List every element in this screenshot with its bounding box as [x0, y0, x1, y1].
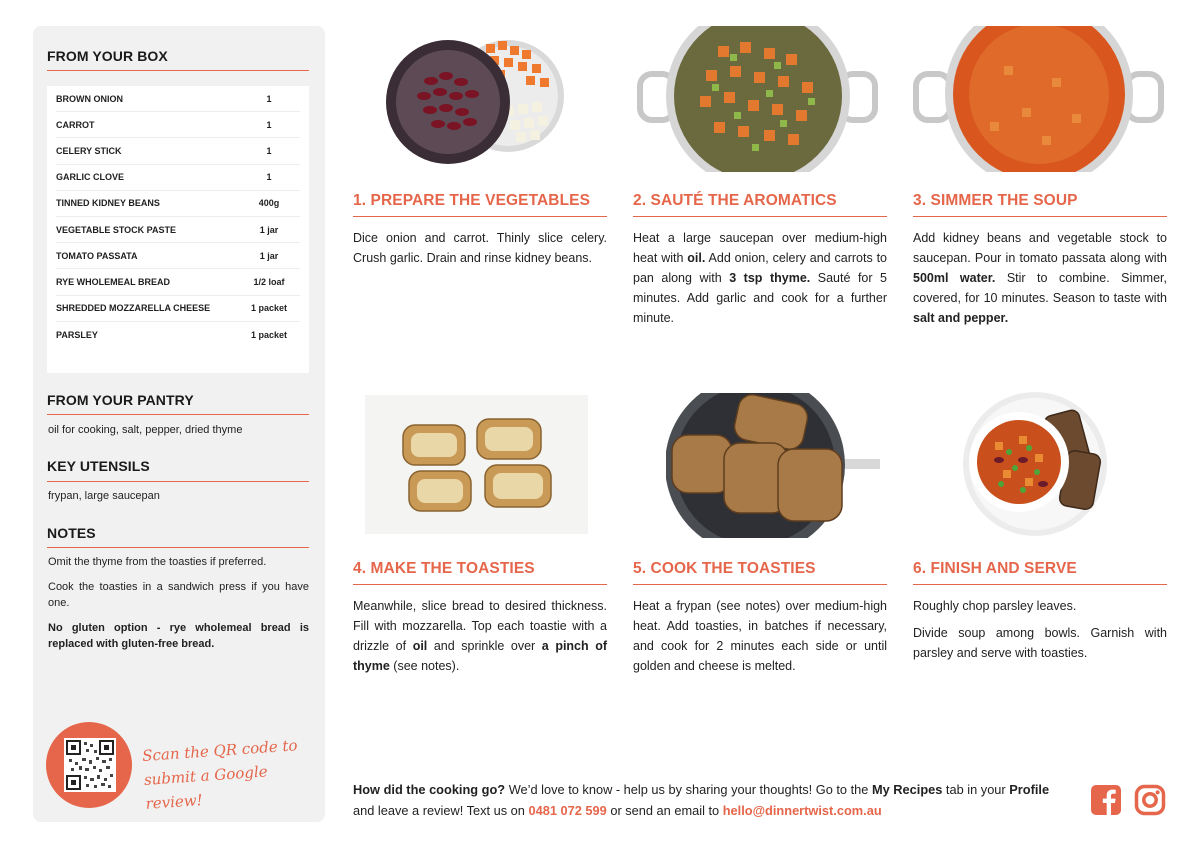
step-text: Dice onion and carrot. Thinly slice celery. Crush garlic. Drain and rinse kidney beans.	[353, 231, 607, 265]
ingredient-qty: 1 jar	[259, 224, 279, 235]
phone-link[interactable]: 0481 072 599	[528, 803, 607, 818]
ingredient-name: CARROT	[56, 119, 95, 130]
ingredient-name: PARSLEY	[56, 329, 98, 340]
notes-list	[48, 554, 309, 661]
qr-prompt-line2: submit a Google review!	[143, 762, 269, 813]
ingredient-qty: 1	[266, 119, 272, 130]
step4-photo	[365, 395, 588, 534]
note-item: No gluten option - rye wholemeal bread is replaced with gluten-free bread.	[48, 621, 309, 650]
ingredients-table	[47, 86, 309, 373]
step-text: Heat a large saucepan over medium-high heat with	[633, 231, 887, 265]
step-paragraph	[913, 596, 1167, 616]
step-text: (see notes).	[389, 659, 460, 673]
step5-body	[633, 596, 887, 683]
step-text: Meanwhile, slice bread to desired thickness. Fill with mozzarella. Top each toastie with a drizzle of	[353, 599, 607, 653]
utensils-text: frypan, large saucepan	[48, 490, 160, 502]
qr-prompt-line1: Scan the QR code to	[141, 736, 299, 766]
step-text: Sauté for 5 minutes. Add garlic and cook for a further minute.	[633, 271, 888, 325]
ingredient-row	[56, 217, 300, 243]
step-text: Heat a frypan (see notes) over medium-high heat. Add toasties, in batches if necessary, and cook for 2 minutes each side or until golden and cheese is melted.	[633, 599, 887, 673]
step-emphasis: 3 tsp thyme.	[729, 271, 811, 285]
pantry-text: oil for cooking, salt, pepper, dried thyme	[48, 424, 243, 436]
ingredient-name: GARLIC CLOVE	[56, 172, 125, 183]
ingredient-name: RYE WHOLEMEAL BREAD	[56, 276, 171, 287]
pantry-title: FROM YOUR PANTRY	[47, 392, 194, 408]
step-text: Add kidney beans and vegetable stock to saucepan. Pour in tomato passata along with	[913, 231, 1167, 265]
from-box-title: FROM YOUR BOX	[47, 48, 168, 64]
step1-title: 1. PREPARE THE VEGETABLES	[353, 192, 591, 209]
ingredient-qty: 1	[266, 93, 272, 104]
qr-prompt	[141, 731, 327, 815]
ingredient-row	[56, 322, 300, 348]
ingredient-qty: 400g	[258, 198, 280, 209]
ingredient-qty: 1 packet	[250, 303, 288, 314]
facebook-icon[interactable]	[1090, 784, 1122, 816]
step-paragraph	[353, 596, 607, 676]
step3-body	[913, 228, 1167, 335]
step5-rule	[633, 584, 887, 585]
step4-title: 4. MAKE THE TOASTIES	[353, 560, 535, 577]
ingredient-name: TINNED KIDNEY BEANS	[56, 198, 160, 209]
step1-photo	[386, 26, 566, 172]
step-paragraph	[633, 228, 887, 328]
notes-rule	[47, 547, 309, 548]
step-text: Roughly chop parsley leaves.	[913, 599, 1077, 613]
step-paragraph	[913, 623, 1167, 663]
email-link[interactable]: hello@dinnertwist.com.au	[722, 803, 882, 818]
note-item: Omit the thyme from the toasties if preferred.	[48, 556, 267, 568]
step3-photo	[912, 26, 1167, 172]
from-box-rule	[47, 70, 309, 71]
step4-body	[353, 596, 607, 683]
ingredient-name: VEGETABLE STOCK PASTE	[56, 224, 177, 235]
ingredient-qty: 1	[266, 172, 272, 183]
step-emphasis: a pinch of thyme	[353, 639, 608, 673]
step6-title: 6. FINISH AND SERVE	[913, 560, 1077, 577]
ingredient-qty: 1 jar	[259, 250, 279, 261]
step2-body	[633, 228, 887, 335]
qr-badge	[46, 722, 132, 808]
step-emphasis: salt and pepper.	[913, 311, 1009, 325]
step2-photo	[630, 26, 885, 172]
step-emphasis: oil	[412, 639, 428, 653]
ingredient-qty: 1 packet	[250, 329, 288, 340]
ingredient-row	[56, 191, 300, 217]
ingredient-row	[56, 165, 300, 191]
step-text: Stir to combine. Simmer, covered, for 10 minutes. Season to taste with	[913, 271, 1167, 305]
step-paragraph	[633, 596, 887, 676]
step2-title: 2. SAUTÉ THE AROMATICS	[633, 192, 837, 209]
utensils-rule	[47, 481, 309, 482]
footer-text: tab in your	[942, 782, 1010, 797]
profile-link[interactable]: Profile	[1009, 782, 1050, 797]
footer-text: and leave a review! Text us on	[353, 803, 529, 818]
ingredient-row	[56, 86, 300, 112]
ingredient-name: BROWN ONION	[56, 93, 123, 104]
step3-rule	[913, 216, 1167, 217]
ingredient-name: TOMATO PASSATA	[56, 250, 138, 261]
review-prompt	[353, 779, 1073, 821]
ingredient-name: CELERY STICK	[56, 145, 122, 156]
ingredient-row	[56, 112, 300, 138]
step3-title: 3. SIMMER THE SOUP	[913, 192, 1078, 209]
step-text: and sprinkle over	[427, 639, 542, 653]
notes-title: NOTES	[47, 525, 96, 541]
step-paragraph	[913, 228, 1167, 328]
ingredient-row	[56, 243, 300, 269]
step-emphasis: oil.	[687, 251, 706, 265]
step6-rule	[913, 584, 1167, 585]
qr-code[interactable]	[64, 738, 116, 792]
pantry-rule	[47, 414, 309, 415]
step6-body	[913, 596, 1167, 670]
instagram-icon[interactable]	[1134, 784, 1166, 816]
step5-title: 5. COOK THE TOASTIES	[633, 560, 816, 577]
step5-photo	[666, 393, 880, 538]
note-item: Cook the toasties in a sandwich press if you have one.	[48, 580, 309, 609]
ingredient-name: SHREDDED MOZZARELLA CHEESE	[56, 303, 211, 314]
ingredient-row	[56, 296, 300, 322]
step6-photo	[963, 392, 1108, 537]
ingredient-qty: 1	[266, 145, 272, 156]
my-recipes-link[interactable]: My Recipes	[871, 782, 943, 797]
review-question: How did the cooking go?	[353, 782, 506, 797]
step-emphasis: 500ml water.	[913, 271, 996, 285]
step2-rule	[633, 216, 887, 217]
sidebar	[33, 26, 325, 822]
footer-text: We’d love to know - help us by sharing your thoughts! Go to the	[505, 782, 872, 797]
ingredient-row	[56, 138, 300, 164]
footer-text: or send an email to	[606, 803, 723, 818]
step-text: Add onion, celery and carrots to pan along with	[633, 251, 887, 285]
step4-rule	[353, 584, 607, 585]
ingredient-row	[56, 269, 300, 295]
step1-body	[353, 228, 607, 275]
step-text: Divide soup among bowls. Garnish with parsley and serve with toasties.	[913, 626, 1167, 660]
utensils-title: KEY UTENSILS	[47, 458, 150, 474]
step1-rule	[353, 216, 607, 217]
step-paragraph	[353, 228, 607, 268]
ingredient-qty: 1/2 loaf	[253, 276, 285, 287]
